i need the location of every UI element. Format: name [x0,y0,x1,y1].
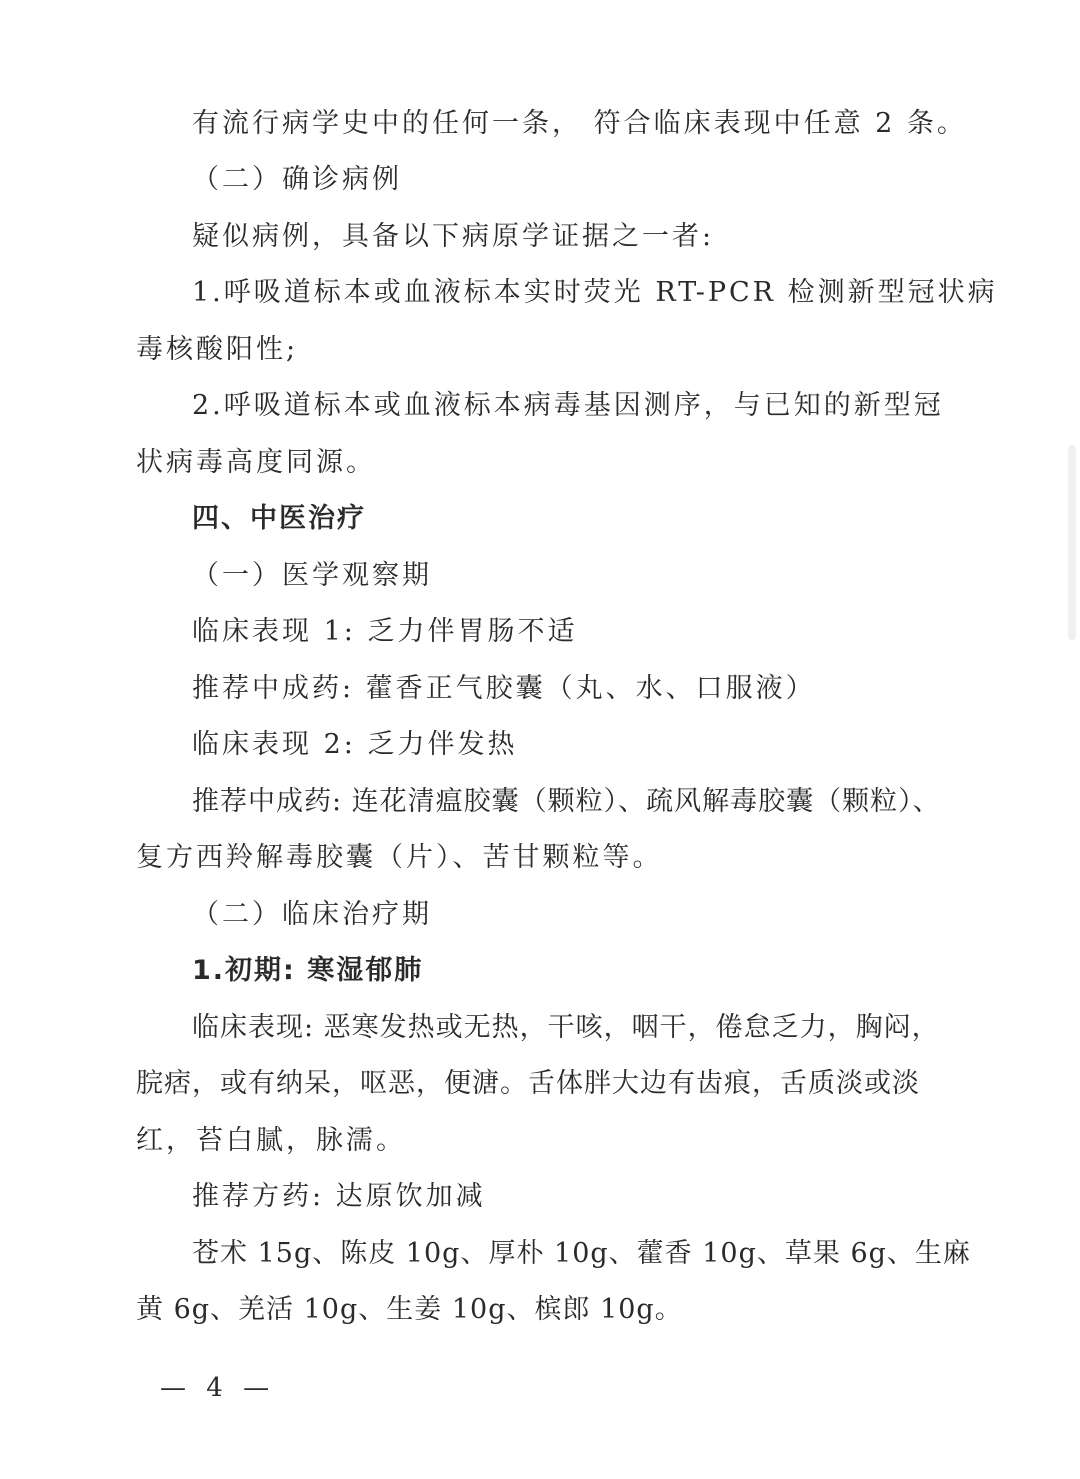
text-line: 1.呼吸道标本或血液标本实时荧光 RT-PCR 检测新型冠状病 [192,277,998,308]
text-line: 状病毒高度同源。 [136,447,376,478]
text-line: 推荐中成药: 连花清瘟胶囊（颗粒）、疏风解毒胶囊（颗粒）、 [192,786,941,817]
subsection-heading: 1.初期: 寒湿郁肺 [192,955,424,986]
section-heading: （二）确诊病例 [192,164,402,195]
page-number: — 4 — [160,1373,276,1403]
section-heading: （二）临床治疗期 [192,899,432,930]
chapter-heading: 四、中医治疗 [192,503,366,534]
text-line: 临床表现 2: 乏力伴发热 [192,729,518,760]
text-line: 有流行病学史中的任何一条， 符合临床表现中任意 2 条。 [192,108,967,139]
text-line: 疑似病例，具备以下病原学证据之一者: [192,221,715,252]
section-heading: （一）医学观察期 [192,560,432,591]
text-line: 脘痞，或有纳呆，呕恶，便溏。舌体胖大边有齿痕，舌质淡或淡 [136,1068,920,1099]
text-line: 复方西羚解毒胶囊（片）、苦甘颗粒等。 [136,842,663,873]
text-line: 2.呼吸道标本或血液标本病毒基因测序，与已知的新型冠 [192,390,944,421]
text-line: 推荐方药: 达原饮加减 [192,1181,486,1212]
text-line: 推荐中成药: 藿香正气胶囊（丸、水、口服液） [192,673,816,704]
text-line: 临床表现 1: 乏力伴胃肠不适 [192,616,578,647]
text-line: 苍术 15g、陈皮 10g、厚朴 10g、藿香 10g、草果 6g、生麻 [192,1238,971,1269]
scrollbar[interactable] [1068,445,1076,640]
text-line: 黄 6g、羌活 10g、生姜 10g、槟郎 10g。 [136,1294,683,1325]
text-line: 临床表现: 恶寒发热或无热，干咳，咽干，倦怠乏力，胸闷， [192,1012,940,1043]
text-line: 毒核酸阳性; [136,334,299,365]
text-line: 红，苔白腻，脉濡。 [136,1125,406,1156]
